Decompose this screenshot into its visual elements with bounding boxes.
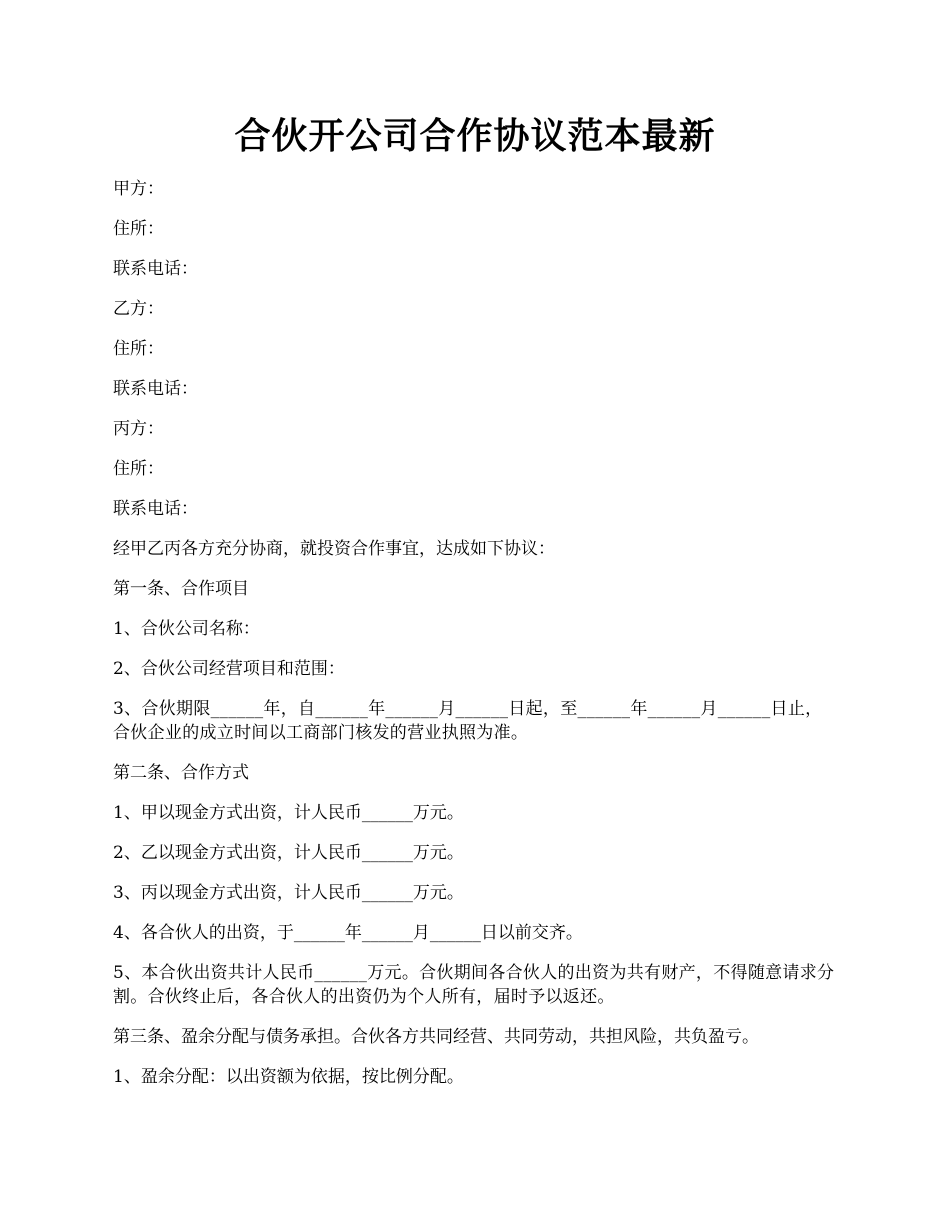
party-a-address: 住所： (113, 219, 164, 239)
article-2-item-4: 4、各合伙人的出资，于______年______月______日以前交齐。 (113, 923, 583, 943)
article-2-item-5: 5、本合伙出资共计人民币______万元。合伙期间各合伙人的出资为共有财产，不得随意请求分割。合伙终止后，各合伙人的出资仍为个人所有，届时予以返还。 (113, 963, 835, 1007)
article-3-heading: 第三条、盈余分配与债务承担。合伙各方共同经营、共同劳动，共担风险，共负盈亏。 (113, 1027, 759, 1047)
article-1-heading: 第一条、合作项目 (113, 579, 249, 599)
article-1-item-2: 2、合伙公司经营项目和范围： (113, 659, 345, 679)
party-b-label: 乙方： (113, 299, 164, 319)
article-2-item-2: 2、乙以现金方式出资，计人民币______万元。 (113, 843, 464, 863)
article-1-item-3: 3、合伙期限______年，自______年______月______日起，至______年______月______日止，合伙企业的成立时间以工商部门核发的营业执照为准。 (113, 699, 823, 743)
party-a-label: 甲方： (113, 179, 164, 199)
party-c-label: 丙方： (113, 419, 164, 439)
party-a-phone: 联系电话： (113, 259, 198, 279)
party-b-phone: 联系电话： (113, 379, 198, 399)
article-2-item-3: 3、丙以现金方式出资，计人民币______万元。 (113, 883, 464, 903)
article-1-item-1: 1、合伙公司名称： (113, 619, 260, 639)
party-b-address: 住所： (113, 339, 164, 359)
article-2-heading: 第二条、合作方式 (113, 763, 249, 783)
party-c-address: 住所： (113, 459, 164, 479)
article-3-item-1: 1、盈余分配：以出资额为依据，按比例分配。 (113, 1067, 464, 1087)
document-title: 合伙开公司合作协议范本最新 (234, 115, 716, 157)
preamble: 经甲乙丙各方充分协商，就投资合作事宜，达成如下协议： (113, 539, 555, 559)
article-2-item-1: 1、甲以现金方式出资，计人民币______万元。 (113, 803, 464, 823)
document-body (113, 177, 838, 1105)
party-c-phone: 联系电话： (113, 499, 198, 519)
